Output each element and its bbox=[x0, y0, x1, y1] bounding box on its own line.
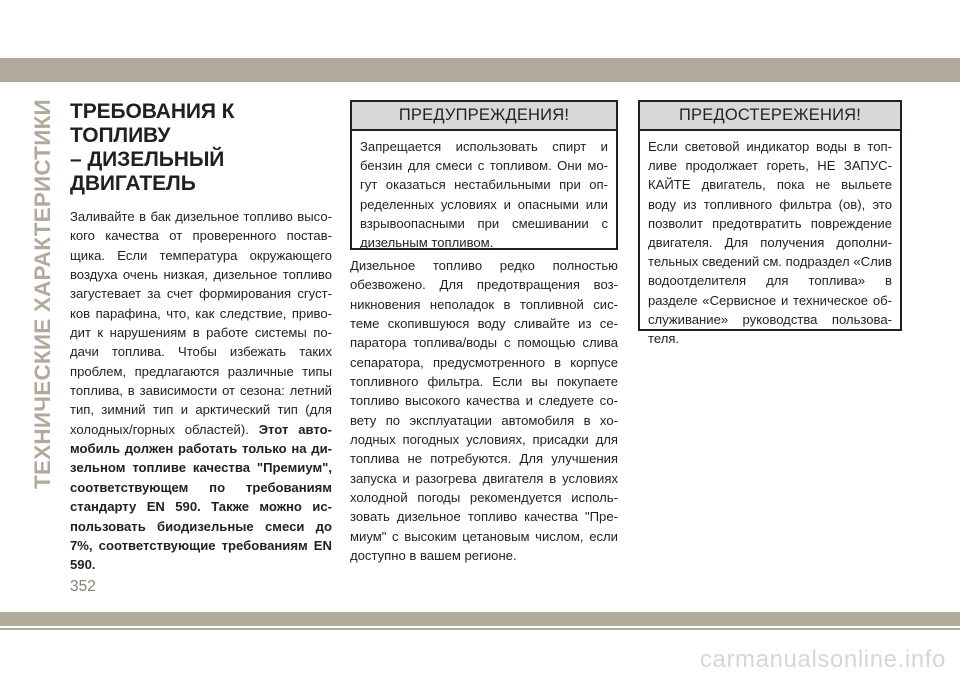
caution-box bbox=[638, 100, 902, 347]
footer-line bbox=[0, 628, 960, 630]
fuel-requirements-bold-text: Этот автомобиль должен работать только на дизельном топливе качества "Премиум", соответствующем по требованиям стандарту EN 590. Также можно использовать биодизельные смеси до 7%, соответствующие требованиям EN 590. bbox=[70, 421, 332, 573]
caution-body bbox=[640, 131, 900, 356]
header-band bbox=[0, 0, 960, 52]
column-left bbox=[70, 100, 332, 575]
water-separator-paragraph: Дизельное топливо редко полностью обезвожено. Для предотвращения возникновения неполадок в топливной системе скопившуюся воду сливайте из сепаратора топлива/воды с помощью слива сепаратора, предусмотренного в корпусе топливного фильтра. Если вы покупаете топливо высокого качества и следуете совету по эксплуатации автомобиля в холодных погодных условиях, присадки для топлива не потребуются. Для улучшения запуска и разогрева двигателя в условиях холодной погоды рекомендуется использовать дизельное топливо качества "Премиум" с высоким цетановым числом, если доступно в вашем регионе. bbox=[350, 258, 618, 564]
fuel-requirements-paragraph bbox=[70, 207, 332, 575]
column-middle bbox=[350, 100, 618, 566]
caution-text: Если световой индикатор воды в топливе продолжает гореть, НЕ ЗАПУСКАЙТЕ двигатель, пока не выльете воду из топливного фильтра (ов), это позволит предотвратить повреждение двигателя. Для получения дополнительных сведений см. подраздел «Слив водоотделителя для топлива» в разделе «Сервисное и техническое обслуживание» руководства пользователя. bbox=[648, 139, 892, 347]
warning-heading: ПРЕДУПРЕЖДЕНИЯ! bbox=[352, 102, 616, 131]
footer-band bbox=[0, 612, 960, 626]
section-title-line-3: ДВИГАТЕЛЬ bbox=[70, 172, 196, 195]
chapter-title-vertical: ТЕХНИЧЕСКИЕ ХАРАКТЕРИСТИКИ bbox=[30, 98, 56, 489]
watermark: carmanualsonline.info bbox=[699, 646, 946, 673]
warning-text: Запрещается использовать спирт и бензин для смеси с топливом. Они могут оказаться нестабильными при определенных условиях и опасными или взрывоопасными при смешивании с дизельным топливом. bbox=[360, 139, 608, 251]
side-chapter-label bbox=[18, 96, 68, 491]
section-title-line-2: – ДИЗЕЛЬНЫЙ bbox=[70, 148, 225, 171]
warning-body bbox=[352, 131, 616, 260]
fuel-requirements-text: Заливайте в бак дизельное топливо высокого качества от проверенного поставщика. Если температура окружающего воздуха очень низкая, дизельное топливо загустевает за счет формирования сгустков парафина, что, как следствие, приводит к нарушениям в работе системы подачи топлива. Чтобы избежать таких проблем, предлагаются различные типы топлива, в зависимости от сезона: летний тип, зимний тип и арктический тип (для холодных/горных областей). bbox=[70, 209, 332, 437]
section-title-line-1: ТРЕБОВАНИЯ К ТОПЛИВУ bbox=[70, 100, 235, 147]
warning-box bbox=[350, 100, 618, 250]
header-bar bbox=[0, 58, 960, 82]
column-right bbox=[638, 100, 902, 347]
caution-heading: ПРЕДОСТЕРЕЖЕНИЯ! bbox=[640, 102, 900, 131]
page-number: 352 bbox=[70, 578, 96, 595]
section-title bbox=[70, 100, 332, 196]
